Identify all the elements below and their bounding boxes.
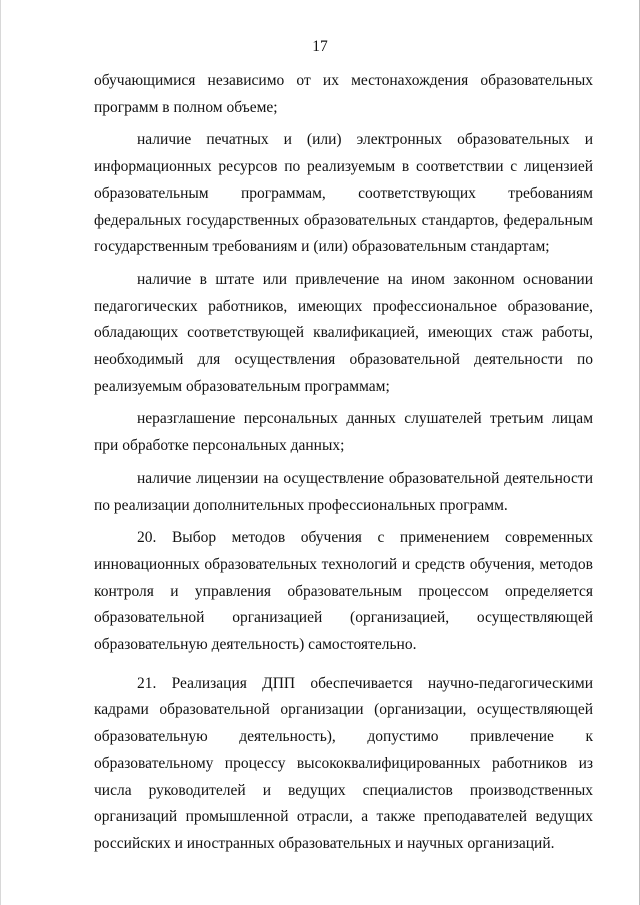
document-body bbox=[94, 68, 593, 858]
paragraph-item-21: 21. Реализация ДПП обеспечивается научно-педагогическими кадрами образовательной организации (организации, осуществляющей образовательную деятельность), допустимо привлечение к образовательному процессу высококвалифицированных работников из числа руководителей и ведущих специалистов производственных организаций промышленной отрасли, а также преподавателей ведущих российских и иностранных образовательных и научных организаций. bbox=[94, 674, 593, 852]
page-number: 17 bbox=[312, 38, 328, 55]
paragraph-resources: наличие печатных и (или) электронных образовательных и информационных ресурсов по реализуемым в соответствии с лицензией образовательным программам, соответствующих требованиям федеральных государственных образовательных стандартов, федеральным государственным требованиям и (или) образовательным стандартам; bbox=[94, 131, 593, 256]
paragraph-license: наличие лицензии на осуществление образовательной деятельности по реализации дополнительных профессиональных программ. bbox=[94, 469, 593, 514]
paragraph-staff: наличие в штате или привлечение на ином законном основании педагогических работников, имеющих профессиональное образование, обладающих соответствующей квалификацией, имеющих стаж работы, необходимый для осуществления образовательной деятельности по реализуемым образовательным программам; bbox=[94, 270, 593, 395]
paragraph-item-20: 20. Выбор методов обучения с применением современных инновационных образовательных технологий и средств обучения, методов контроля и управления образовательным процессом определяется образовательной организацией (организацией, осуществляющей образовательную деятельность) самостоятельно. bbox=[94, 529, 593, 654]
paragraph-continuation: обучающимися независимо от их местонахождения образовательных программ в полном объеме; bbox=[94, 72, 593, 116]
paragraph-personal-data: неразглашение персональных данных слушателей третьим лицам при обработке персональных данных; bbox=[94, 410, 593, 455]
